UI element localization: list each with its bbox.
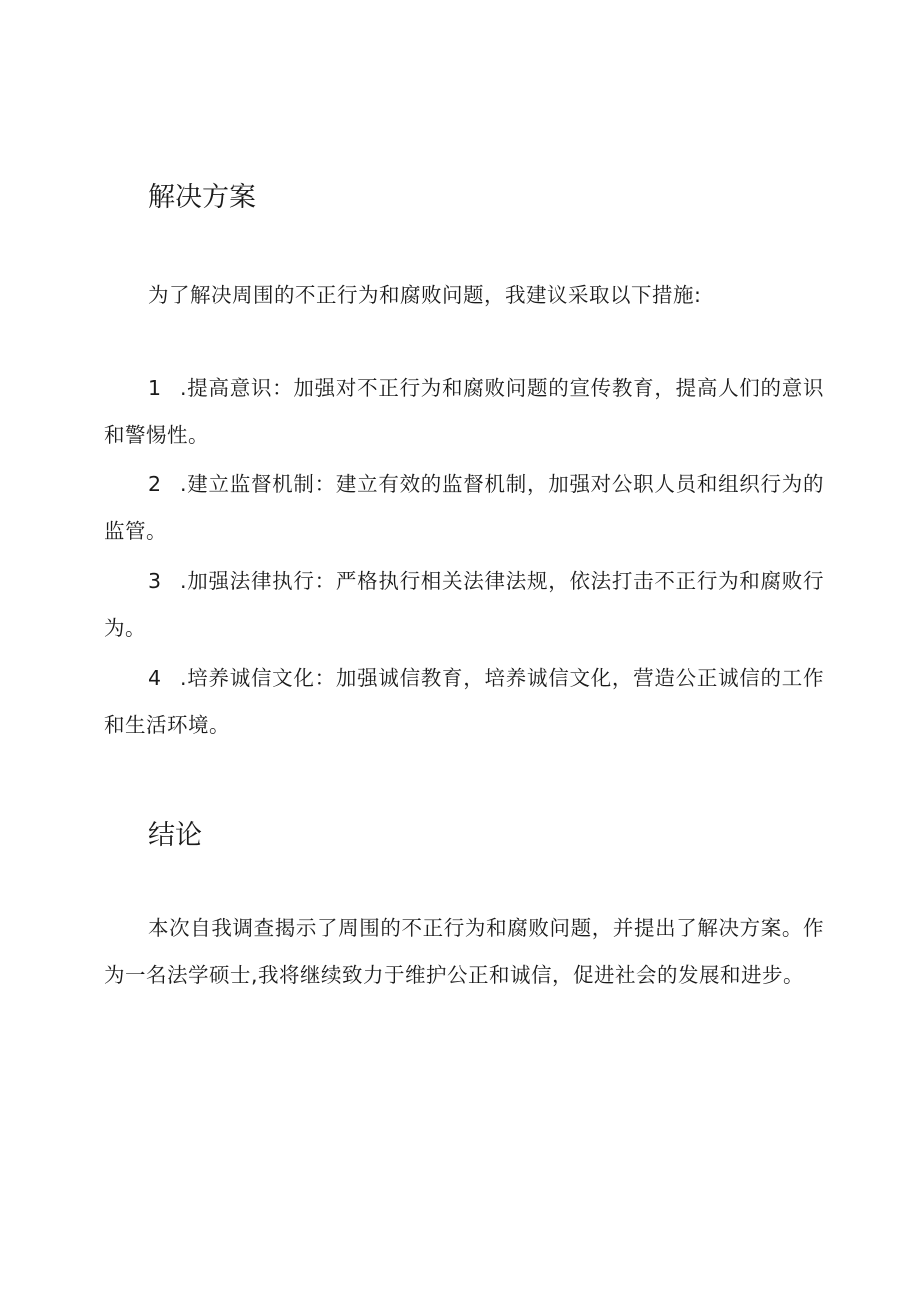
item-number: 3 — [148, 569, 162, 593]
item-text: .提高意识：加强对不正行为和腐败问题的宣传教育，提高人们的意识和警惕性。 — [104, 376, 824, 447]
solution-item-3 — [104, 558, 824, 652]
item-number: 1 — [148, 376, 162, 400]
conclusion-heading: 结论 — [148, 820, 202, 851]
conclusion-body: 本次自我调查揭示了周围的不正行为和腐败问题，并提出了解决方案。作为一名法学硕士,我将继续致力于维护公正和诚信，促进社会的发展和进步。 — [104, 916, 824, 987]
item-number: 4 — [148, 666, 162, 690]
solution-intro: 为了解决周围的不正行为和腐败问题，我建议采取以下措施: — [148, 283, 702, 307]
solution-heading: 解决方案 — [148, 182, 256, 213]
item-text: .建立监督机制：建立有效的监督机制，加强对公职人员和组织行为的监管。 — [104, 472, 824, 543]
item-number: 2 — [148, 472, 162, 496]
item-text: .加强法律执行：严格执行相关法律法规，依法打击不正行为和腐败行为。 — [104, 569, 824, 640]
solution-item-1 — [104, 365, 824, 459]
solution-item-4 — [104, 655, 824, 749]
solution-item-2 — [104, 461, 824, 555]
item-text: .培养诚信文化：加强诚信教育，培养诚信文化，营造公正诚信的工作和生活环境。 — [104, 666, 824, 737]
